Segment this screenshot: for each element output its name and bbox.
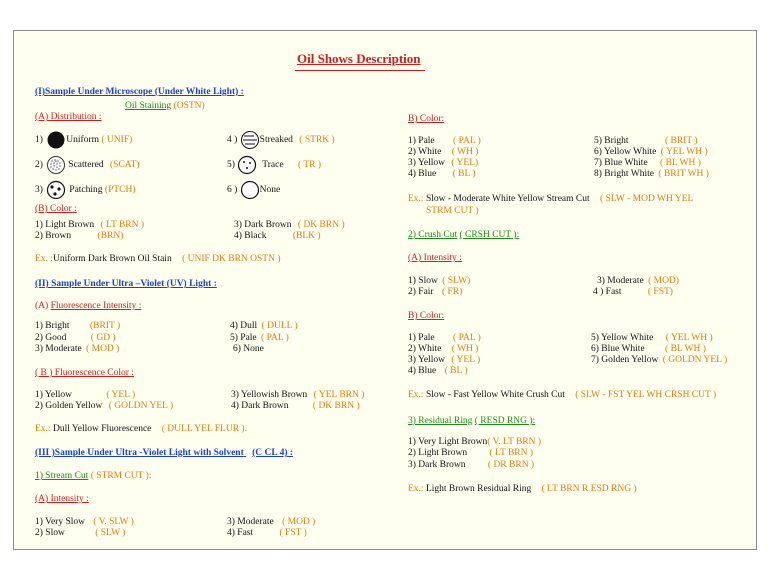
section-3-header: (III )Sample Under Ultra -Violet Light with Solvent (C CL 4) : bbox=[35, 448, 294, 458]
trace-circle-icon bbox=[237, 155, 257, 175]
crush-intensity-item-2: 2) Fair ( FR) bbox=[408, 287, 463, 297]
crush-intensity-item-4: 4 ) Fast ( FST) bbox=[593, 287, 673, 297]
s3-intensity-item-3: 3) Moderate ( MOD ) bbox=[227, 517, 316, 527]
s2-intensity-label: (A) Fluorescence Intensity : bbox=[35, 301, 142, 311]
dist-item-6: 6 ) None bbox=[227, 180, 280, 200]
right-example-2: Ex.: Slow - Fast Yellow White Crush Cut ( SLW - FST YEL WH CRSH CUT ) bbox=[408, 390, 717, 400]
right-color-item-3: 3) Yellow ( YEL) bbox=[408, 158, 479, 168]
empty-circle-icon bbox=[240, 180, 260, 200]
right-color-item-7: 7) Blue White ( BL WH ) bbox=[594, 158, 701, 168]
s3-intensity-item-1: 1) Very Slow ( V. SLW ) bbox=[35, 517, 134, 527]
title-underline bbox=[295, 70, 425, 71]
s2-intensity-item-4: 4) Dull ( DULL ) bbox=[230, 321, 298, 331]
crush-color-label: B) Color: bbox=[408, 311, 445, 321]
s1-color-label: (B) Color : bbox=[35, 204, 77, 214]
right-color-item-1: 1) Pale ( PAL ) bbox=[408, 136, 481, 146]
s2-color-item-3: 3) Yellowish Brown ( YEL BRN ) bbox=[231, 390, 365, 400]
s1-color-item-1: 1) Light Brown ( LT BRN ) bbox=[35, 220, 145, 230]
s3-intensity-label: (A) Intensity : bbox=[35, 494, 89, 504]
s2-color-label: ( B ) Fluorescence Color : bbox=[35, 368, 134, 378]
dist-item-3: 3) Patching (PTCH) bbox=[35, 180, 136, 200]
crush-intensity-item-3: 3) Moderate ( MOD) bbox=[597, 276, 679, 286]
crush-color-item-7: 7) Golden Yellow ( GOLDN YEL ) bbox=[591, 355, 728, 365]
right-example-3: Ex.: Light Brown Residual Ring ( LT BRN R ESD RNG ) bbox=[408, 484, 637, 494]
oil-staining-line bbox=[125, 100, 205, 112]
distribution-label: (A) Distribution : bbox=[35, 112, 102, 122]
right-example-1-cont: STRM CUT ) bbox=[426, 206, 479, 216]
s1-color-item-3: 3) Dark Brown ( DK BRN ) bbox=[234, 220, 345, 230]
page-title: Oil Shows Description bbox=[297, 51, 421, 66]
crush-color-item-1: 1) Pale ( PAL ) bbox=[408, 333, 481, 343]
right-example-1: Ex.: Slow - Moderate White Yellow Stream Cut ( SLW - MOD WH YEL bbox=[408, 194, 694, 204]
oil-staining-code: (OSTN) bbox=[173, 101, 205, 111]
oil-staining-label: Oil Staining bbox=[125, 101, 172, 111]
s2-intensity-item-6: 6) None bbox=[233, 344, 264, 354]
dist-item-5: 5) Trace ( TR ) bbox=[227, 155, 321, 175]
section-1-header: (I)Sample Under Microscope (Under White Light) : bbox=[35, 87, 244, 97]
crush-color-item-4: 4) Blue ( BL ) bbox=[408, 366, 468, 376]
patching-circle-icon bbox=[46, 180, 66, 200]
s2-intensity-item-3: 3) Moderate ( MOD ) bbox=[35, 344, 120, 354]
residual-item-3: 3) Dark Brown ( DR BRN ) bbox=[408, 460, 535, 470]
s1-color-item-2: 2) Brown (BRN) bbox=[35, 231, 124, 241]
section-2-header: (II) Sample Under Ultra –Violet (UV) Light : bbox=[35, 279, 217, 289]
stream-cut-line: 1) Stream Cut ( STRM CUT ): bbox=[35, 471, 152, 481]
residual-item-2: 2) Light Brown ( LT BRN ) bbox=[408, 448, 534, 458]
residual-ring-line: 3) Residual Ring ( RESD RNG ): bbox=[408, 416, 536, 426]
s1-example: Ex. :Uniform Dark Brown Oil Stain ( UNIF DK BRN OSTN ) bbox=[35, 254, 281, 264]
crush-intensity-item-1: 1) Slow ( SLW) bbox=[408, 276, 471, 286]
residual-item-1: 1) Very Light Brown( V. LT BRN ) bbox=[408, 437, 542, 447]
crush-color-item-5: 5) Yellow White ( YEL WH ) bbox=[591, 333, 713, 343]
s1-color-item-4: 4) Black (BLK ) bbox=[234, 231, 321, 241]
s2-intensity-item-1: 1) Bright (BRIT ) bbox=[35, 321, 121, 331]
s3-intensity-item-4: 4) Fast ( FST ) bbox=[227, 528, 307, 538]
crush-color-item-6: 6) Blue White ( BL WH ) bbox=[591, 344, 706, 354]
document-page bbox=[13, 30, 757, 550]
right-color-label: B) Color: bbox=[408, 114, 445, 124]
s2-color-item-1: 1) Yellow ( YEL ) bbox=[35, 390, 136, 400]
right-color-item-4: 4) Blue ( BL ) bbox=[408, 169, 476, 179]
right-color-item-8: 8) Bright White ( BRIT WH ) bbox=[594, 169, 709, 179]
s2-intensity-item-5: 5) Pale ( PAL ) bbox=[230, 333, 289, 343]
crush-cut-line: 2) Crush Cut ( CRSH CUT ): bbox=[408, 230, 520, 240]
s2-color-item-2: 2) Golden Yellow ( GOLDN YEL ) bbox=[35, 401, 174, 411]
dist-item-1: 1) Uniform ( UNIF) bbox=[35, 130, 132, 150]
s3-intensity-item-2: 2) Slow ( SLW ) bbox=[35, 528, 126, 538]
right-color-item-5: 5) Bright ( BRIT ) bbox=[594, 136, 698, 146]
streaked-circle-icon bbox=[240, 130, 260, 150]
filled-circle-icon bbox=[46, 130, 66, 150]
dist-item-2: 2) Scattered (SCAT) bbox=[35, 155, 140, 175]
crush-color-item-2: 2) White ( WH ) bbox=[408, 344, 479, 354]
s2-color-item-4: 4) Dark Brown ( DK BRN ) bbox=[231, 401, 360, 411]
right-color-item-6: 6) Yellow White ( YEL WH ) bbox=[594, 147, 708, 157]
s2-example: Ex.: Dull Yellow Fluorescence ( DULL YEL FLUR ). bbox=[35, 424, 247, 434]
crush-color-item-3: 3) Yellow ( YEL ) bbox=[408, 355, 481, 365]
right-color-item-2: 2) White ( WH ) bbox=[408, 147, 479, 157]
s2-intensity-item-2: 2) Good ( GD ) bbox=[35, 333, 116, 343]
dist-item-4: 4 ) Streaked ( STRK ) bbox=[227, 130, 335, 150]
scattered-dots-icon bbox=[46, 155, 66, 175]
crush-intensity-label: (A) Intensity : bbox=[408, 253, 462, 263]
